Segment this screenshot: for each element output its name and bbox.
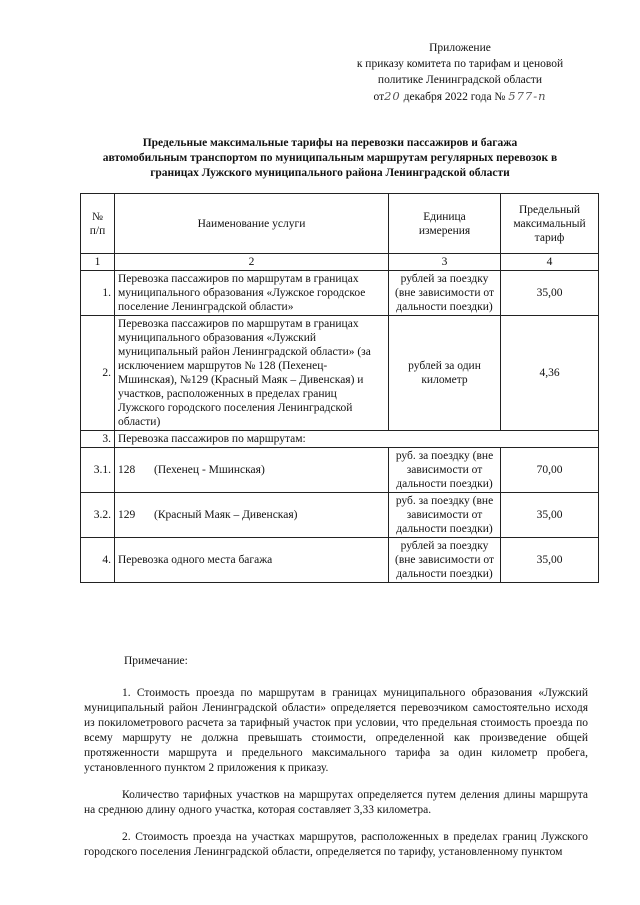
handwritten-order-number: 577-п xyxy=(508,89,547,103)
header-tariff-line-2: максимальный xyxy=(513,217,586,230)
row-number: 2. xyxy=(81,316,115,431)
appendix-line-2: политике Ленинградской области xyxy=(377,74,543,86)
unit-of-measure: рублей за поездку (вне зависимости от дальности поездки) xyxy=(389,271,501,316)
tariff-value: 35,00 xyxy=(501,271,599,316)
unit-of-measure: рублей за поездку (вне зависимости от дальности поездки) xyxy=(389,538,501,583)
appendix-date-line xyxy=(340,88,580,105)
header-num xyxy=(81,194,115,254)
header-service: Наименование услуги xyxy=(115,194,389,254)
appendix-title: Приложение xyxy=(429,42,491,54)
row-number: 3.2. xyxy=(81,493,115,538)
service-name: Перевозка пассажиров по маршрутам в границах муниципального образования «Лужское городское поселение Ленинградской области» xyxy=(115,271,389,316)
appendix-line-1: к приказу комитета по тарифам и ценовой xyxy=(356,58,564,70)
column-number: 3 xyxy=(389,254,501,271)
route-number: 129 xyxy=(118,509,136,521)
column-number: 4 xyxy=(501,254,599,271)
header-unit-line-2: измерения xyxy=(418,224,471,237)
column-number: 1 xyxy=(81,254,115,271)
route-number: 128 xyxy=(118,464,136,476)
tariff-value: 4,36 xyxy=(501,316,599,431)
note-paragraph-3: 2. Стоимость проезда на участках маршрутов, расположенных в пределах границ Лужского городского поселения Ленинградской области, определяется по тарифу, установленному пунктом xyxy=(84,831,588,858)
section-title: Перевозка пассажиров по маршрутам: xyxy=(115,431,599,448)
title-line-3: границах Лужского муниципального района Ленинградской области xyxy=(150,167,510,179)
header-tariff-line-3: тариф xyxy=(534,231,565,244)
column-number: 2 xyxy=(115,254,389,271)
table-row xyxy=(81,538,599,583)
route-cell xyxy=(115,448,389,493)
title-line-1: Предельные максимальные тарифы на перевозки пассажиров и багажа xyxy=(142,137,518,149)
service-name: Перевозка пассажиров по маршрутам в границах муниципального образования «Лужский муниципальный район Ленинградской области» (за исключением маршрутов № 128 (Пехенец-Мшинская), №129 (Красный Маяк – Дивенская) и участков, расположенных в пределах границ Лужского городского поселения Ленинградской области) xyxy=(115,316,389,431)
route-cell xyxy=(115,493,389,538)
header-tariff-line-1: Предельный xyxy=(519,203,580,216)
appendix-block xyxy=(340,40,580,105)
tariff-table xyxy=(80,193,599,583)
date-prefix: от xyxy=(373,91,385,103)
row-number: 4. xyxy=(81,538,115,583)
table-row xyxy=(81,448,599,493)
header-unit-line-1: Единица xyxy=(423,210,466,223)
route-name: (Пехенец - Мшинская) xyxy=(154,464,265,476)
header-tariff xyxy=(501,194,599,254)
handwritten-day: 20 xyxy=(384,89,401,103)
header-num-line-1: № xyxy=(92,210,103,223)
title-line-2: автомобильным транспортом по муниципальным маршрутам регулярных перевозок в xyxy=(102,152,558,164)
table-row xyxy=(81,493,599,538)
row-number: 1. xyxy=(81,271,115,316)
document-title xyxy=(80,136,580,181)
route-name: (Красный Маяк – Дивенская) xyxy=(154,509,298,521)
table-row-section xyxy=(81,431,599,448)
unit-of-measure: рублей за один километр xyxy=(389,316,501,431)
note-paragraph-1: 1. Стоимость проезда по маршрутам в границах муниципального образования «Лужский муниципальный район Ленинградской области» определяется перевозчиком самостоятельно исходя из покилометрового расчета за тарифный участок при условии, что предельная стоимость проезда по всему маршруту не должна превышать стоимости, определенной как произведение общей протяженности маршрута и предельного максимального тарифа за один километр пробега, установленного пунктом 2 приложения к приказу. xyxy=(84,687,588,774)
tariff-value: 35,00 xyxy=(501,493,599,538)
table-row xyxy=(81,316,599,431)
unit-of-measure: руб. за поездку (вне зависимости от дальности поездки) xyxy=(389,448,501,493)
table-header-row xyxy=(81,194,599,254)
row-number: 3.1. xyxy=(81,448,115,493)
notes-heading: Примечание: xyxy=(124,655,188,667)
header-num-line-2: п/п xyxy=(89,224,106,237)
service-name: Перевозка одного места багажа xyxy=(115,538,389,583)
date-rest: декабря 2022 года № xyxy=(400,91,509,103)
tariff-value: 35,00 xyxy=(501,538,599,583)
table-row xyxy=(81,271,599,316)
unit-of-measure: руб. за поездку (вне зависимости от дальности поездки) xyxy=(389,493,501,538)
column-number-row xyxy=(81,254,599,271)
header-unit xyxy=(389,194,501,254)
note-paragraph-2: Количество тарифных участков на маршрутах определяется путем деления длины маршрута на среднюю длину одного участка, которая составляет 3,33 километра. xyxy=(84,789,588,816)
tariff-value: 70,00 xyxy=(501,448,599,493)
row-number: 3. xyxy=(81,431,115,448)
